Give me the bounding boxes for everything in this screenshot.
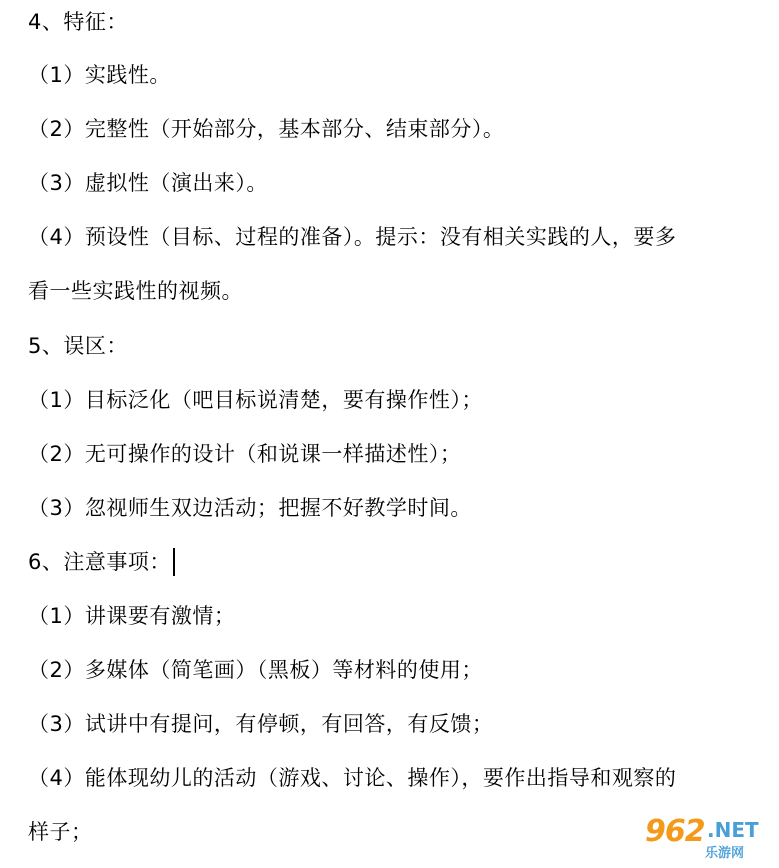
list-item: （3）虚拟性（演出来）。 bbox=[28, 171, 268, 195]
list-item: （3）忽视师生双边活动；把握不好教学时间。 bbox=[28, 496, 472, 520]
heading-features: 4、特征： bbox=[28, 10, 128, 34]
list-item: （2）完整性（开始部分，基本部分、结束部分）。 bbox=[28, 117, 505, 141]
heading-notes-line[interactable] bbox=[28, 548, 175, 576]
list-item: （4）预设性（目标、过程的准备）。提示：没有相关实践的人，要多 bbox=[28, 225, 677, 249]
watermark-number: 962 bbox=[645, 814, 705, 849]
list-item-continuation: 看一些实践性的视频。 bbox=[28, 279, 243, 303]
list-item: （3）试讲中有提问，有停顿，有回答，有反馈； bbox=[28, 712, 494, 736]
watermark-net: .NET bbox=[707, 818, 759, 842]
heading-pitfalls: 5、误区： bbox=[28, 334, 128, 358]
list-item: （1）目标泛化（吧目标说清楚，要有操作性）； bbox=[28, 388, 483, 412]
heading-notes: 6、注意事项： bbox=[28, 550, 171, 574]
text-cursor bbox=[173, 548, 175, 576]
list-item: （2）无可操作的设计（和说课一样描述性）； bbox=[28, 442, 462, 466]
list-item: （1）实践性。 bbox=[28, 63, 171, 87]
watermark-logo bbox=[645, 812, 773, 864]
list-item: （1）讲课要有激情； bbox=[28, 604, 236, 628]
list-item: （2）多媒体（简笔画）（黑板）等材料的使用； bbox=[28, 658, 483, 682]
list-item: （4）能体现幼儿的活动（游戏、讨论、操作），要作出指导和观察的 bbox=[28, 766, 677, 790]
watermark-subtitle: 乐游网 bbox=[705, 846, 745, 861]
list-item-continuation: 样子； bbox=[28, 820, 93, 844]
